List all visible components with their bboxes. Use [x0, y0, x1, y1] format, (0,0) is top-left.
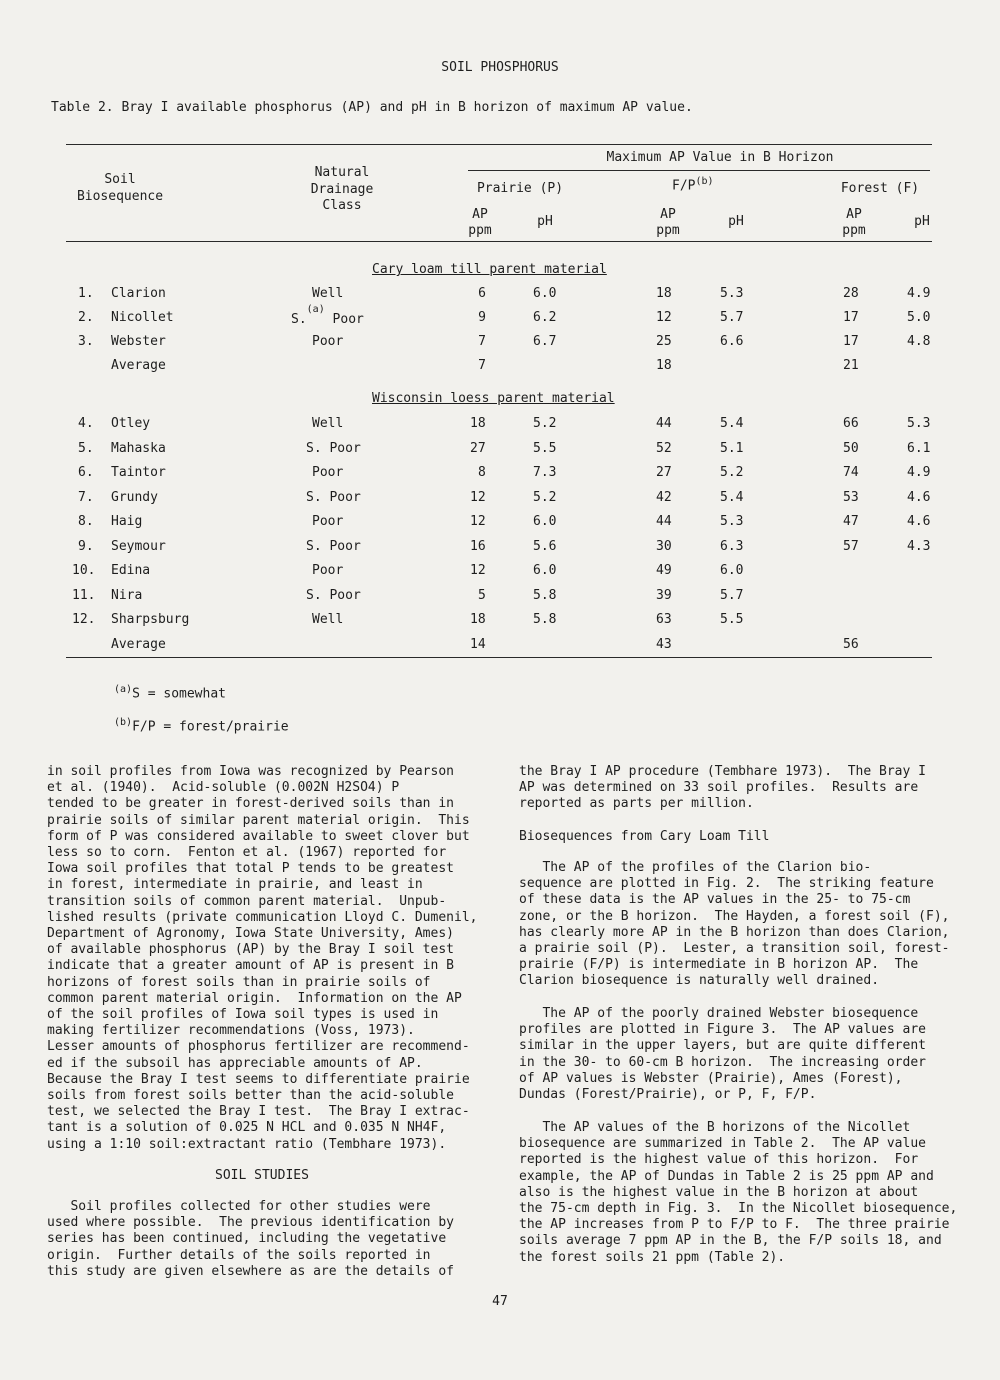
table-top-rule	[66, 144, 932, 145]
col-header-fp-ap: AP	[660, 207, 676, 222]
prairie-ap: 18	[470, 612, 486, 627]
prairie-ap: 14	[470, 636, 486, 652]
prairie-ap: 12	[470, 489, 486, 505]
prairie-ap: 12	[470, 514, 486, 529]
row-number: 2.	[78, 310, 94, 325]
forest-ap: 53	[843, 489, 859, 505]
col-header-prairie: Prairie (P)	[476, 181, 564, 196]
soil-name: Average	[111, 636, 166, 652]
fp-ph: 5.5	[720, 612, 744, 627]
soil-name: Otley	[111, 416, 151, 431]
fp-ap: 18	[656, 286, 672, 301]
prairie-ph: 5.6	[533, 538, 557, 554]
row-number: 10.	[72, 563, 96, 578]
forest-ph: 4.6	[907, 489, 931, 505]
col-header-fp: $F/P^{(b)}$	[672, 176, 714, 194]
row-number: 5.	[78, 440, 94, 456]
drainage-class: S.$^{(a)}$ Poor	[291, 304, 364, 328]
prairie-ap: 9	[478, 310, 486, 325]
col-header-drainage-line1: Natural	[314, 165, 370, 180]
soil-name: Nira	[111, 587, 143, 603]
prairie-ap: 12	[470, 563, 486, 578]
fp-ap: 18	[656, 358, 672, 373]
fp-ph: 6.3	[720, 538, 744, 554]
col-header-maximum-ap: Maximum AP Value in B Horizon	[606, 150, 834, 165]
prairie-ap: 7	[478, 334, 486, 349]
drainage-class: Well	[312, 416, 344, 431]
forest-ap: 17	[843, 310, 859, 325]
prairie-ph: 6.0	[533, 514, 557, 529]
drainage-class: S. Poor	[306, 489, 361, 505]
soil-name: Sharpsburg	[111, 612, 190, 627]
fp-ap: 44	[656, 416, 672, 431]
forest-ap: 66	[843, 416, 859, 431]
forest-ap: 57	[843, 538, 859, 554]
fp-ap: 44	[656, 514, 672, 529]
left-body-paragraph-2: Soil profiles collected for other studies were used where possible. The previous identification by series has been continued, including the vegetative origin. Further details of the soils reported in this study are given elsewhere as are the details of	[47, 1199, 454, 1279]
drainage-class: S. Poor	[306, 440, 361, 456]
col-header-forest-ph: pH	[914, 214, 930, 229]
right-body-paragraph-4: The AP values of the B horizons of the Nicollet biosequence are summarized in Table 2. The AP value reported is the highest value of this horizon. For example, the AP of Dundas in Table 2 is 25 ppm AP and also is the highest value in the B horizon at about the 75-cm depth in Fig. 3. In the Nicollet biosequence, the AP increases from P to F/P to F. The three prairie soils average 7 ppm AP in the B, the F/P soils 18, and the forest soils 21 ppm (Table 2).	[519, 1120, 958, 1265]
col-header-fp-ph: pH	[728, 214, 744, 229]
left-body-paragraph-1: in soil profiles from Iowa was recognized by Pearson et al. (1940). Acid-soluble (0.002N H2SO4) P tended to be greater in forest-derived soils than in prairie soils of similar parent material origin. This form of P was considered available to sweet clover but less so to corn. Fenton et al. (1967) reported for Iowa soil profiles that total P tends to be greatest in forest, intermediate in prairie, and least in transition soils of common parent material. Unpub- lished results (private communication Lloyd C. Dumenil, Department of Agronomy, Iowa State University, Ames) of available phosphorus (AP) by the Bray I soil test indicate that a greater amount of AP is present in B horizons of forest soils than in prairie soils of common parent material origin. Information on the AP of the soil profiles of Iowa soil types is used in making fertilizer recommendations (Voss, 1973). Lesser amounts of phosphorus fertilizer are recommend- ed if the subsoil has appreciable amounts of AP. Because the Bray I test seems to differentiate prairie soils from forest soils better than the acid-soluble test, we selected the Bray I test. The Bray I extrac- tant is a solution of 0.025 N HCL and 0.035 N NH4F, using a 1:10 soil:extractant ratio (Tembhare 1973).	[47, 764, 478, 1152]
col-header-drainage-line3: Class	[322, 198, 362, 213]
prairie-ph: 5.5	[533, 440, 557, 456]
right-body-paragraph-3: The AP of the poorly drained Webster biosequence profiles are plotted in Figure 3. The AP values are similar in the upper layers, but are quite different in the 30- to 60-cm B horizon. The increasing order of AP values is Webster (Prairie), Ames (Forest), Dundas (Forest/Prairie), or P, F, F/P.	[519, 1006, 926, 1103]
prairie-ap: 18	[470, 416, 486, 431]
col-header-prairie-ppm: ppm	[468, 223, 492, 238]
soil-name: Seymour	[111, 538, 166, 554]
prairie-ph: 6.0	[533, 563, 557, 578]
soil-name: Nicollet	[111, 310, 174, 325]
col-header-fp-ppm: ppm	[656, 223, 680, 238]
fp-ap: 49	[656, 563, 672, 578]
fp-ap: 39	[656, 587, 672, 603]
forest-ap: 47	[843, 514, 859, 529]
drainage-class: Poor	[312, 334, 344, 349]
prairie-ph: 5.2	[533, 489, 557, 505]
forest-ph: 5.3	[907, 416, 931, 431]
row-number: 11.	[72, 587, 96, 603]
soil-name: Webster	[111, 334, 166, 349]
soil-name: Edina	[111, 563, 151, 578]
section-heading-soil-studies: SOIL STUDIES	[215, 1168, 309, 1183]
fp-ap: 12	[656, 310, 672, 325]
forest-ap: 56	[843, 636, 859, 652]
group-header-rule	[468, 170, 930, 171]
fp-ph: 5.7	[720, 587, 744, 603]
footnote-a: $^{(a)}$S = somewhat	[114, 684, 226, 702]
footnote-b: $^{(b)}$F/P = forest/prairie	[114, 717, 289, 735]
prairie-ap: 27	[470, 440, 486, 456]
soil-name: Grundy	[111, 489, 158, 505]
prairie-ph: 7.3	[533, 465, 557, 480]
col-header-forest: Forest (F)	[840, 181, 920, 196]
col-header-forest-ppm: ppm	[842, 223, 866, 238]
row-number: 4.	[78, 416, 94, 431]
forest-ph: 5.0	[907, 310, 931, 325]
fp-ap: 25	[656, 334, 672, 349]
col-header-prairie-ap: AP	[472, 207, 488, 222]
row-number: 7.	[78, 489, 94, 505]
col-header-drainage-line2: Drainage	[310, 182, 374, 197]
forest-ph: 4.9	[907, 465, 931, 480]
prairie-ph: 6.0	[533, 286, 557, 301]
prairie-ap: 6	[478, 286, 486, 301]
right-body-paragraph-2: The AP of the profiles of the Clarion bio- sequence are plotted in Fig. 2. The striking feature of these data is the AP values in the 25- to 75-cm zone, or the B horizon. The Hayden, a forest soil (F), has clearly more AP in the B horizon than does Clarion, a prairie soil (P). Lester, a transition soil, forest- prairie (F/P) is intermediate in B horizon AP. The Clarion biosequence is naturally well drained.	[519, 860, 950, 989]
drainage-class: Poor	[312, 514, 344, 529]
col-header-prairie-ph: pH	[537, 214, 553, 229]
col-header-forest-ap: AP	[846, 207, 862, 222]
forest-ph: 4.3	[907, 538, 931, 554]
running-header: SOIL PHOSPHORUS	[441, 60, 559, 75]
row-number: 3.	[78, 334, 94, 349]
page-number: 47	[492, 1294, 508, 1309]
drainage-class: S. Poor	[306, 587, 361, 603]
section-title-cary: Cary loam till parent material	[372, 262, 607, 277]
prairie-ph: 5.8	[533, 587, 557, 603]
prairie-ap: 7	[478, 358, 486, 373]
row-number: 8.	[78, 514, 94, 529]
fp-ph: 5.3	[720, 286, 744, 301]
soil-name: Average	[111, 358, 166, 373]
forest-ph: 4.8	[907, 334, 931, 349]
fp-ph: 5.4	[720, 416, 744, 431]
fp-ph: 5.7	[720, 310, 744, 325]
drainage-class: Poor	[312, 563, 344, 578]
table-bottom-rule	[66, 657, 932, 658]
row-number: 12.	[72, 612, 96, 627]
fp-ap: 27	[656, 465, 672, 480]
row-number: 9.	[78, 538, 94, 554]
soil-name: Taintor	[111, 465, 166, 480]
forest-ap: 28	[843, 286, 859, 301]
prairie-ph: 6.2	[533, 310, 557, 325]
drainage-class: S. Poor	[306, 538, 361, 554]
soil-name: Clarion	[111, 286, 166, 301]
fp-ph: 5.2	[720, 465, 744, 480]
fp-ap: 63	[656, 612, 672, 627]
fp-ap: 43	[656, 636, 672, 652]
forest-ph: 4.9	[907, 286, 931, 301]
forest-ap: 17	[843, 334, 859, 349]
forest-ap: 50	[843, 440, 859, 456]
col-header-soil-line2: Biosequence	[76, 189, 164, 204]
prairie-ph: 5.8	[533, 612, 557, 627]
row-number: 6.	[78, 465, 94, 480]
forest-ph: 6.1	[907, 440, 931, 456]
soil-name: Mahaska	[111, 440, 166, 456]
prairie-ap: 5	[478, 587, 486, 603]
prairie-ph: 6.7	[533, 334, 557, 349]
section-title-wisconsin: Wisconsin loess parent material	[372, 391, 615, 406]
fp-ph: 6.6	[720, 334, 744, 349]
fp-ap: 52	[656, 440, 672, 456]
fp-ph: 5.4	[720, 489, 744, 505]
forest-ph: 4.6	[907, 514, 931, 529]
table-header-rule	[66, 241, 932, 242]
prairie-ph: 5.2	[533, 416, 557, 431]
forest-ap: 74	[843, 465, 859, 480]
fp-ap: 42	[656, 489, 672, 505]
right-body-paragraph-1: the Bray I AP procedure (Tembhare 1973). The Bray I AP was determined on 33 soil profiles. Results are reported as parts per million.	[519, 764, 926, 812]
fp-ap: 30	[656, 538, 672, 554]
soil-name: Haig	[111, 514, 143, 529]
forest-ap: 21	[843, 358, 859, 373]
row-number: 1.	[78, 286, 94, 301]
drainage-class: Well	[312, 612, 344, 627]
col-header-soil-line1: Soil	[104, 172, 136, 187]
table-caption: Table 2. Bray I available phosphorus (AP) and pH in B horizon of maximum AP value.	[51, 100, 693, 115]
fp-ph: 5.3	[720, 514, 744, 529]
fp-ph: 6.0	[720, 563, 744, 578]
drainage-class: Well	[312, 286, 344, 301]
prairie-ap: 8	[478, 465, 486, 480]
section-heading-biosequences: Biosequences from Cary Loam Till	[519, 829, 770, 844]
drainage-class: Poor	[312, 465, 344, 480]
fp-ph: 5.1	[720, 440, 744, 456]
prairie-ap: 16	[470, 538, 486, 554]
